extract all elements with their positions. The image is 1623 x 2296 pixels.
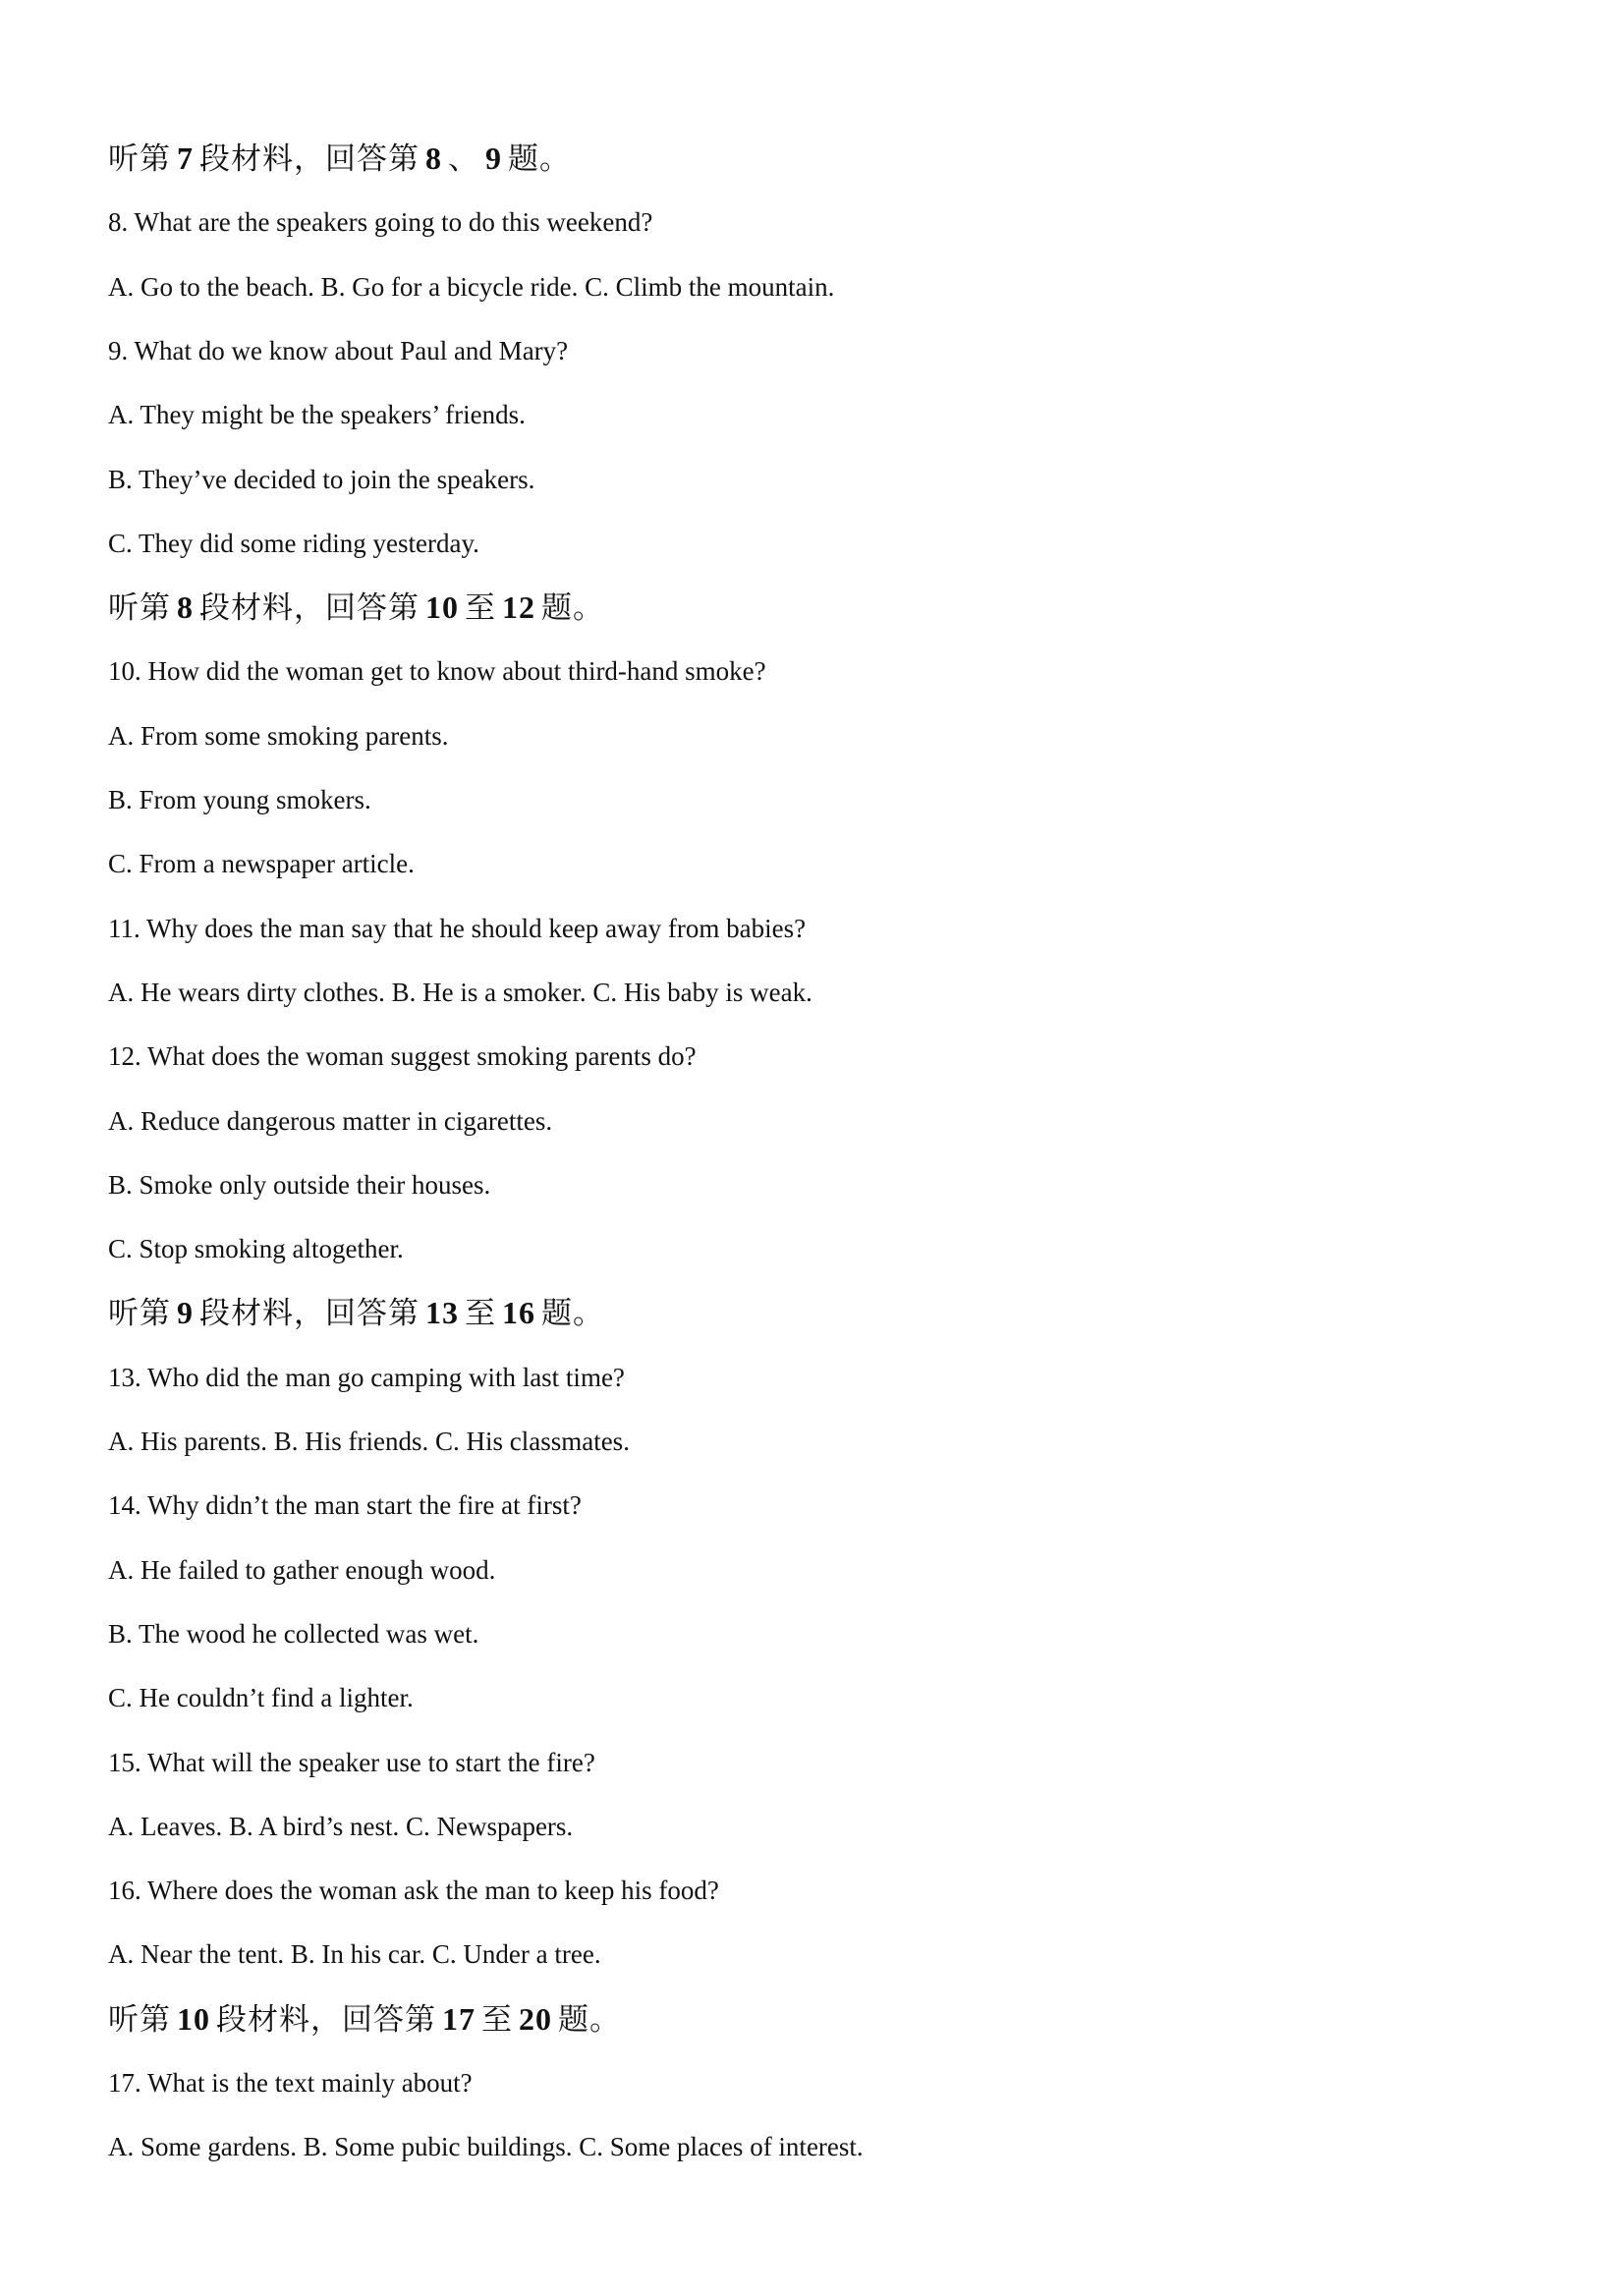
answer-options: C. They did some riding yesterday. (108, 528, 479, 558)
heading-number: 9 (485, 140, 502, 176)
answer-options: C. Stop smoking altogether. (108, 1234, 404, 1264)
heading-text: 听第 (108, 141, 171, 177)
answer-options: B. The wood he collected was wet. (108, 1618, 479, 1649)
answer-options: A. Leaves. B. A bird’s nest. C. Newspapers. (108, 1811, 574, 1841)
section-heading (108, 140, 571, 177)
question-text: 15. What will the speaker use to start the fire? (108, 1747, 595, 1777)
question-text: 8. What are the speakers going to do this weekend? (108, 207, 653, 238)
section-heading (108, 2001, 621, 2038)
answer-options: B. From young smokers. (108, 785, 371, 814)
heading-number: 20 (519, 2000, 552, 2037)
answer-options: A. His parents. B. His friends. C. His classmates. (108, 1427, 630, 1456)
heading-text: 听第 (108, 2001, 171, 2038)
heading-number: 8 (177, 589, 194, 626)
answer-options: A. He wears dirty clothes. B. He is a smoker. C. His baby is weak. (108, 977, 812, 1007)
heading-text: 段材料，回答第 (199, 1296, 420, 1332)
answer-options: B. Smoke only outside their houses. (108, 1169, 491, 1200)
heading-text: 题。 (508, 141, 571, 177)
question-text: 11. Why does the man say that he should keep away from babies? (108, 913, 807, 943)
answer-options: A. From some smoking parents. (108, 720, 449, 751)
question-text: 17. What is the text mainly about? (108, 2068, 473, 2098)
heading-text: 听第 (108, 1296, 171, 1332)
answer-options: A. Reduce dangerous matter in cigarettes. (108, 1105, 553, 1136)
heading-number: 9 (177, 1295, 194, 1331)
heading-text: 至 (465, 1296, 496, 1332)
heading-text: 至 (481, 2001, 513, 2038)
heading-text: 题。 (541, 590, 604, 627)
section-heading (108, 589, 604, 626)
answer-options: B. They’ve decided to join the speakers. (108, 464, 535, 494)
question-text: 14. Why didn’t the man start the fire at first? (108, 1490, 582, 1521)
heading-text: 题。 (541, 1296, 604, 1332)
section-heading (108, 1295, 604, 1331)
heading-text: 、 (448, 141, 479, 177)
answer-options: A. He failed to gather enough wood. (108, 1554, 496, 1585)
question-text: 12. What does the woman suggest smoking parents do? (108, 1041, 697, 1072)
answer-options: A. Some gardens. B. Some pubic buildings. C. Some places of interest. (108, 2132, 864, 2162)
heading-number: 7 (177, 140, 194, 176)
question-text: 16. Where does the woman ask the man to keep his food? (108, 1876, 719, 1906)
heading-number: 16 (502, 1295, 535, 1331)
question-text: 9. What do we know about Paul and Mary? (108, 335, 569, 365)
answer-options: A. They might be the speakers’ friends. (108, 400, 526, 430)
heading-number: 12 (502, 589, 535, 626)
answer-options: C. From a newspaper article. (108, 849, 415, 879)
heading-number: 10 (425, 589, 459, 626)
heading-text: 至 (465, 590, 496, 627)
heading-text: 听第 (108, 590, 171, 627)
heading-text: 段材料，回答第 (216, 2001, 436, 2038)
answer-options: C. He couldn’t find a lighter. (108, 1683, 414, 1713)
heading-number: 8 (425, 140, 442, 176)
answer-options: A. Near the tent. B. In his car. C. Under a tree. (108, 1939, 601, 1970)
question-text: 13. Who did the man go camping with last time? (108, 1362, 625, 1392)
answer-options: A. Go to the beach. B. Go for a bicycle ride. C. Climb the mountain. (108, 271, 835, 302)
heading-text: 段材料，回答第 (199, 590, 420, 627)
question-text: 10. How did the woman get to know about third-hand smoke? (108, 656, 766, 687)
heading-number: 17 (442, 2000, 476, 2037)
heading-number: 10 (177, 2000, 210, 2037)
heading-text: 段材料，回答第 (199, 141, 420, 177)
heading-text: 题。 (558, 2001, 621, 2038)
heading-number: 13 (425, 1295, 459, 1331)
